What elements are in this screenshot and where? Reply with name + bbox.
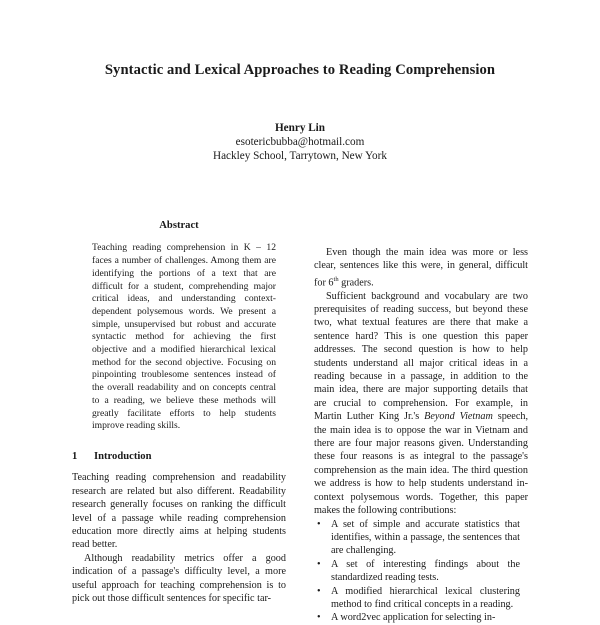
right-paragraph-0 [314,246,528,290]
author-affiliation: Hackley School, Tarrytown, New York [213,150,387,162]
author-email: esotericbubba@hotmail.com [235,136,365,148]
text-run: graders. [338,277,374,289]
paper-title: Syntactic and Lexical Approaches to Reading Comprehension [104,62,496,78]
abstract-text: Teaching reading comprehension in K – 12 faces a number of challenges. Among them are identifying the portions of a text that are difficult for a student, comprehending major critical ideas, and understanding context-dependent polysemous words. We present a simple, unsupervised but robust and accurate syntactic method for achieving the first objective and a modified hierarchical lexical method for the second objective. Focusing on pinpointing troublesome sentences instead of the overall readability and on concepts central to a reading, we believe these methods will greatly facilitate efforts to help students improve reading skills. [92,242,276,432]
bullet-icon: • [317,558,321,570]
abstract-heading: Abstract [159,220,199,231]
speech-title: Beyond Vietnam [424,411,493,423]
list-item-text: A modified hierarchical lexical clustering method to find critical concepts in a reading. [331,585,520,610]
text-run: Even though the main idea was more or less clear, sentences like this were, in general, difficult for 6 [314,247,528,289]
text-run: Sufficient background and vocabulary are two prerequisites of reading success, but beyond these two, what textual features are there that make a sentence hard? This is one question this paper addresses. The second question is how to help students understand all major critical ideas in a reading because in a passage, in addition to the main idea, there are major supporting details that are crucial to comprehension. For example, in Martin Luther King Jr.'s [314,290,528,423]
right-paragraph-1 [314,290,528,518]
bullet-icon: • [317,612,321,624]
superscript: th [333,275,339,283]
section-number: 1 [72,450,78,462]
list-item [314,611,528,624]
section-heading [72,450,286,463]
intro-paragraph-1: Teaching reading comprehension and readability research are related but also different. Readability research generally focuses on ranking the difficult level of a passage while reading comprehension education more directly aims at helping students read better. [72,472,286,551]
list-item [314,585,528,612]
contributions-list [314,518,528,625]
author-name: Henry Lin [274,122,326,134]
bullet-icon: • [317,585,321,597]
list-item-text: A word2vec application for selecting in- [331,612,496,624]
text-run: speech, the main idea is to oppose the war in Vietnam and there are four major reasons given. Understanding these four reasons is as integral to the passage's comprehension as the main idea. The third question we address is how to help students understand in-context polysemous words. Together, this paper makes the following contributions: [314,411,528,517]
author-block [0,121,600,163]
list-item-text: A set of simple and accurate statistics that identifies, within a passage, the sentences that are challenging. [331,518,520,557]
list-item [314,518,528,558]
left-column [72,219,286,605]
section-title: Introduction [94,450,152,462]
intro-paragraph-2: Although readability metrics offer a good indication of a passage's difficulty level, a more useful approach for teaching comprehension is to pick out those difficult sentences for specific tar- [72,552,286,605]
bullet-icon: • [317,518,321,530]
list-item-text: A set of interesting findings about the standardized reading tests. [331,558,520,584]
list-item [314,558,528,585]
right-column [314,246,528,625]
